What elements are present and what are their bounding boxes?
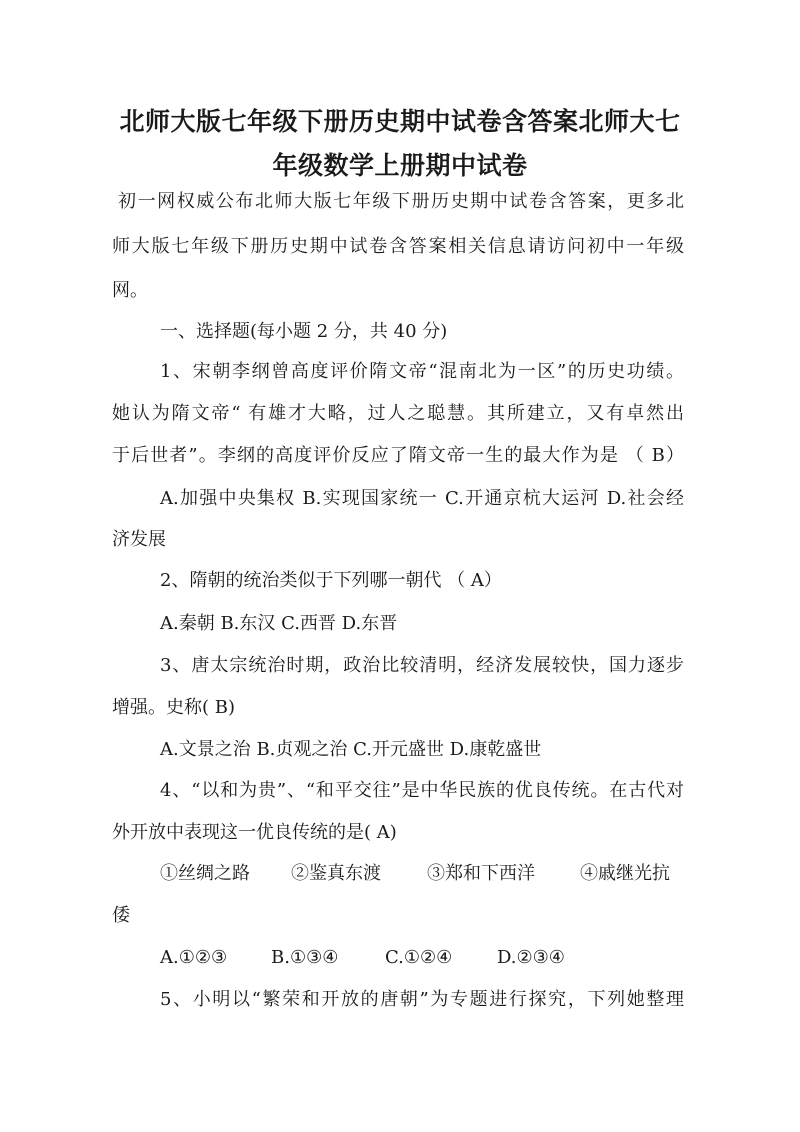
intro-line-3: 网。 xyxy=(112,280,148,301)
q4-line-2: 外开放中表现这一优良传统的是( A) xyxy=(112,822,397,843)
q1-line-3: 于后世者”。李纲的高度评价反应了隋文帝一生的最大作为是 （ B） xyxy=(112,445,684,466)
q2-options: A.秦朝 B.东汉 C.西晋 D.东晋 xyxy=(160,613,398,634)
q4-item-3: ③郑和下西洋 xyxy=(427,863,535,884)
q2-line-1: 2、隋朝的统治类似于下列哪一朝代 （ A） xyxy=(160,570,502,591)
q4-option-d: D.②③④ xyxy=(497,947,565,968)
q4-line-1: 4、“以和为贵”、“和平交往”是中华民族的优良传统。在古代对 xyxy=(160,780,684,801)
q1-line-2: 她认为隋文帝“ 有雄才大略，过人之聪慧。其所建立，又有卓然出 xyxy=(112,403,684,424)
q1-options-line-1: A.加强中央集权 B.实现国家统一 C.开通京杭大运河 D.社会经 xyxy=(160,488,684,509)
intro-line-2: 师大版七年级下册历史期中试卷含答案相关信息请访问初中一年级 xyxy=(112,236,684,257)
q5-line-1: 5、小明以“繁荣和开放的唐朝”为专题进行探究，下列她整理 xyxy=(160,989,684,1010)
document-title-line-1: 北师大版七年级下册历史期中试卷含答案北师大七 xyxy=(119,107,681,136)
q3-line-2: 增强。史称( B) xyxy=(112,697,235,718)
q4-item-4: ④戚继光抗 xyxy=(580,863,670,884)
q1-options-line-2: 济发展 xyxy=(112,529,166,550)
q4-option-b: B.①③④ xyxy=(271,947,339,968)
q4-option-c: C.①②④ xyxy=(385,947,453,968)
q4-item-2: ②鉴真东渡 xyxy=(291,863,381,884)
q4-item-4-continued: 倭 xyxy=(112,905,130,926)
q3-line-1: 3、唐太宗统治时期，政治比较清明，经济发展较快，国力逐步 xyxy=(160,655,684,676)
q4-option-a: A.①②③ xyxy=(160,947,228,968)
section-heading: 一、选择题(每小题 2 分，共 40 分) xyxy=(160,321,448,342)
q1-line-1: 1、宋朝李纲曾高度评价隋文帝“混南北为一区”的历史功绩。 xyxy=(160,361,684,382)
q3-options: A.文景之治 B.贞观之治 C.开元盛世 D.康乾盛世 xyxy=(160,739,542,760)
intro-line-1: 初一网权威公布北师大版七年级下册历史期中试卷含答案，更多北 xyxy=(118,191,684,212)
document-title-line-2: 年级数学上册期中试卷 xyxy=(272,151,528,180)
q4-item-1: ①丝绸之路 xyxy=(160,863,250,884)
